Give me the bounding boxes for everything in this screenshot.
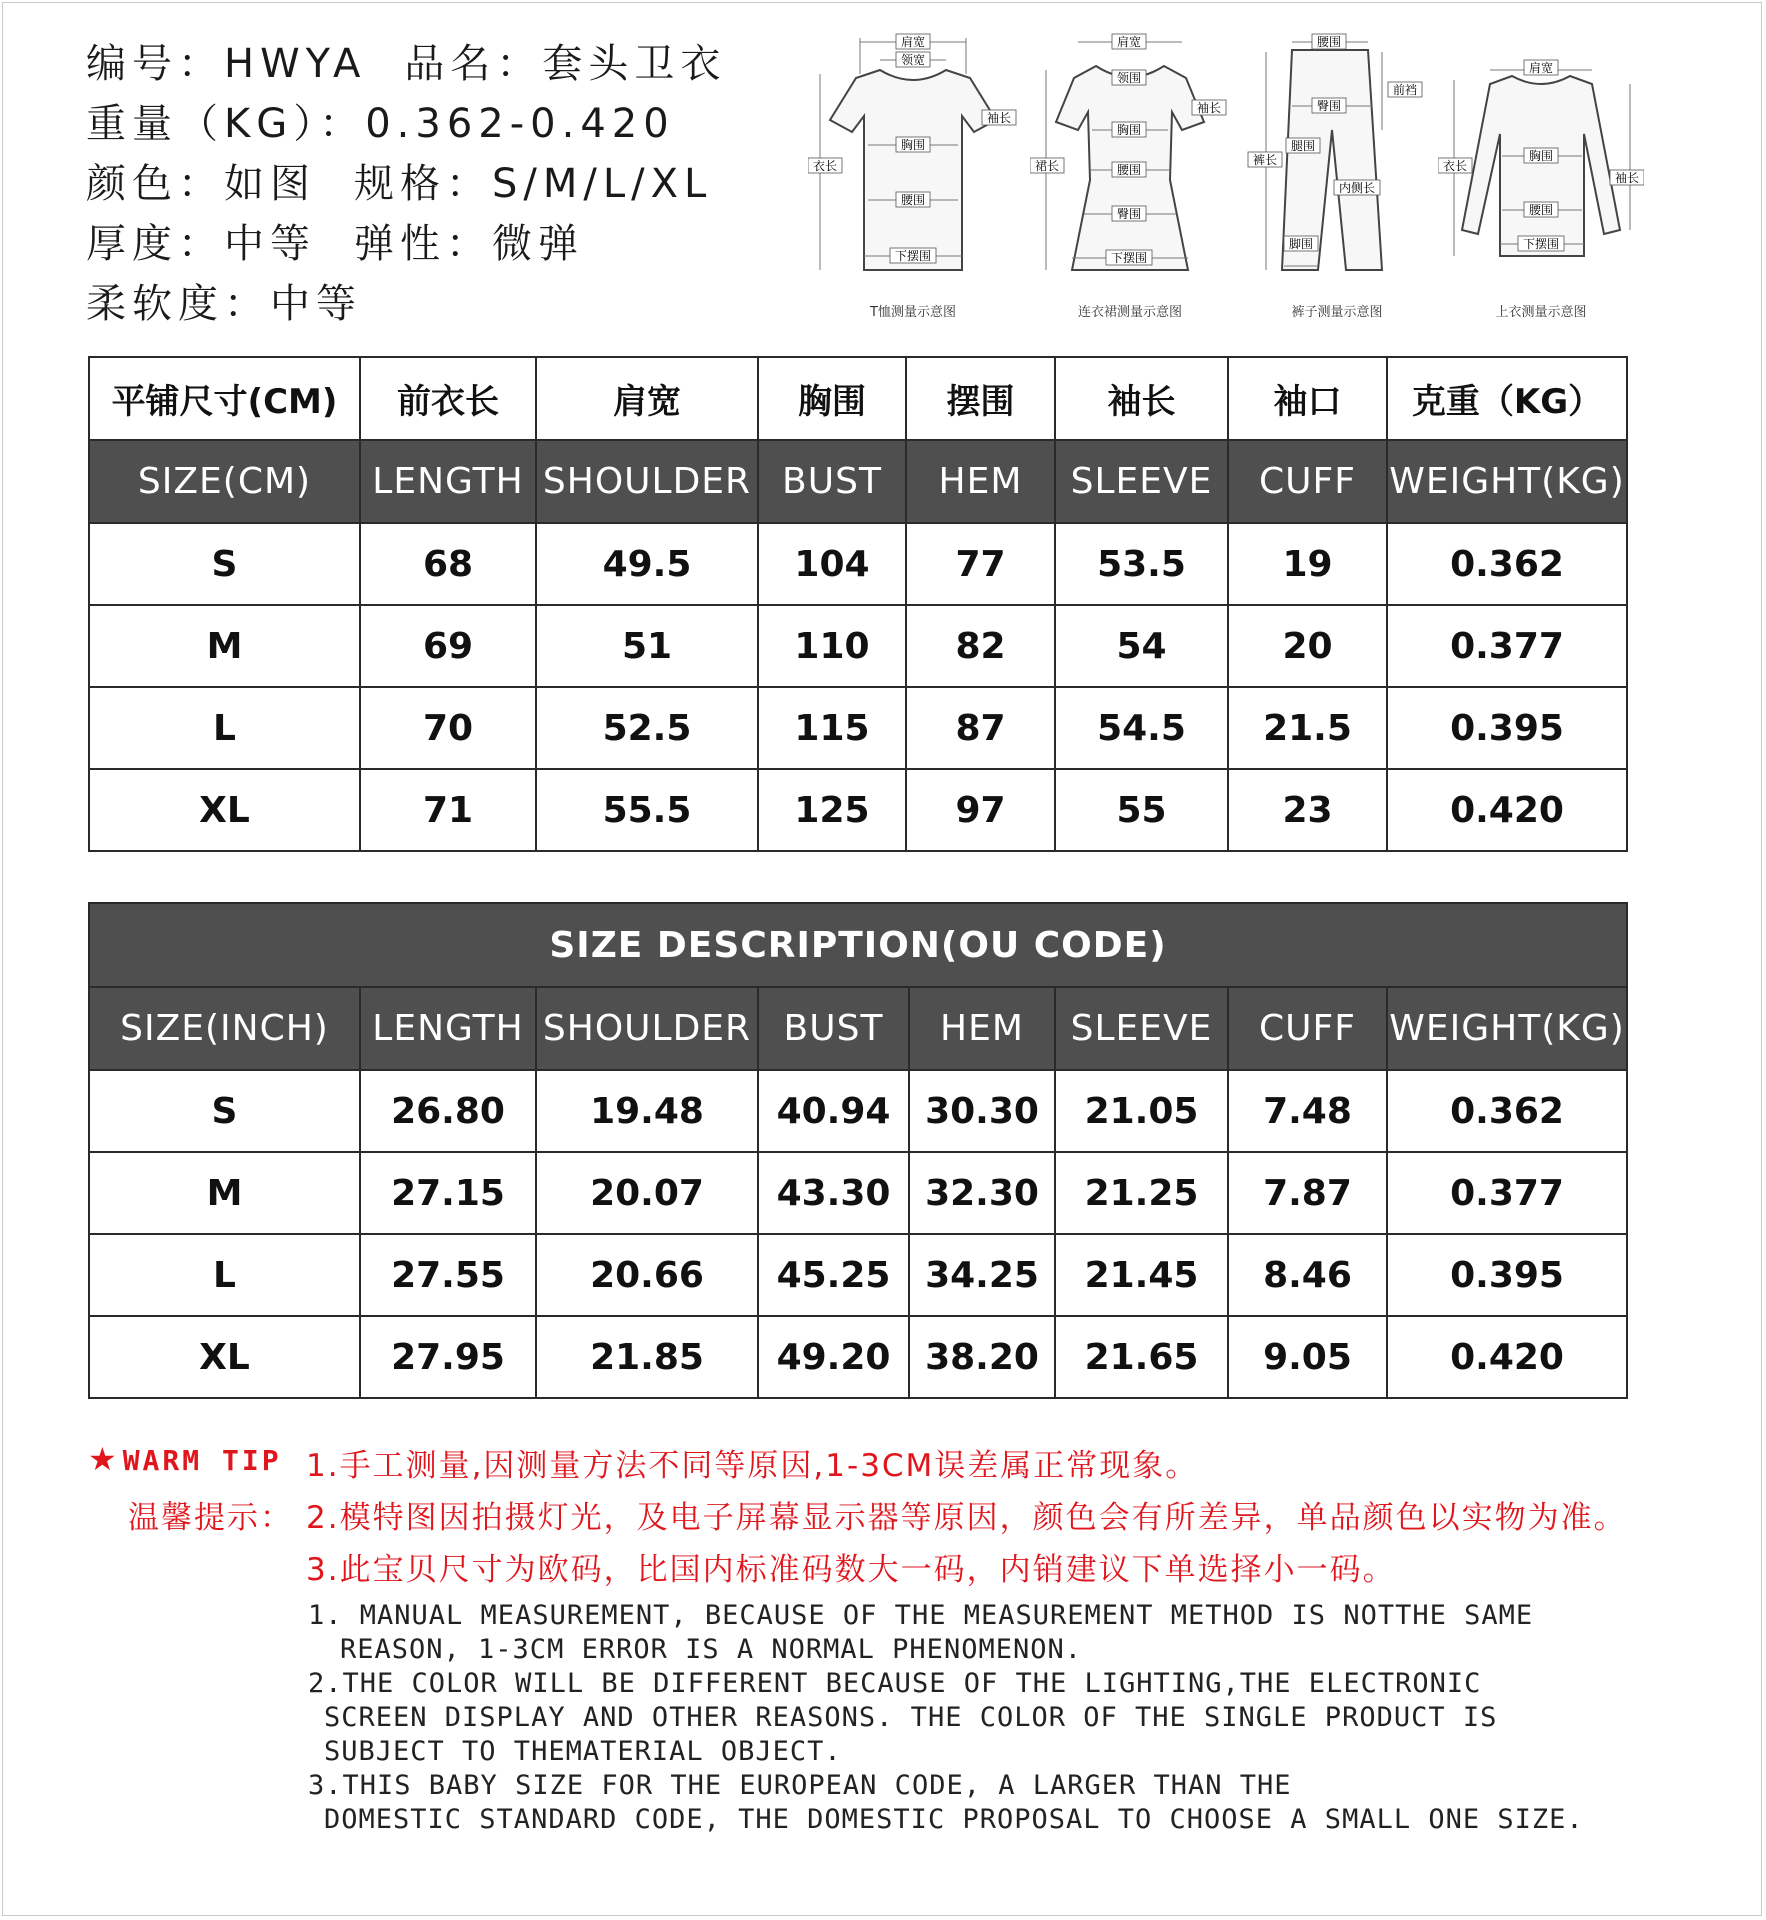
tip-en-1b: REASON, 1-3CM ERROR IS A NORMAL PHENOMENON. [340,1634,1082,1665]
tshirt-caption: T恤测量示意图 [870,305,956,320]
dress-caption: 连衣裙测量示意图 [1077,305,1182,320]
pants-label-length: 裤长 [1252,153,1278,167]
product-sizes: 规格：S/M/L/XL [354,161,713,207]
product-thickness: 厚度：中等 [86,221,316,267]
tshirt-label-bust: 胸围 [900,138,926,152]
table-cell: 20.66 [536,1234,758,1316]
shirt-label-hem: 下摆围 [1522,237,1560,251]
spec-line-2 [86,94,726,154]
table-cell: 45.25 [758,1234,909,1316]
pants-diagram [1242,30,1432,322]
table-cell: 23 [1228,769,1387,851]
dress-label-sleeve: 袖长 [1196,101,1222,115]
table-cell: 110 [758,605,906,687]
table-row [89,605,1627,687]
table-cell: 115 [758,687,906,769]
dress-label-bust: 胸围 [1116,123,1142,137]
pants-label-rise: 前裆 [1392,83,1418,97]
header-cell: 前衣长 [360,357,536,440]
pants-label-ankle: 脚围 [1288,237,1314,251]
tshirt-diagram [808,30,1018,322]
table-cell: 54.5 [1055,687,1228,769]
table-row [89,1234,1627,1316]
table-cell: 87 [906,687,1055,769]
shirt-caption: 上衣测量示意图 [1495,305,1587,320]
table-cell: 30.30 [909,1070,1055,1152]
table-cell: 7.48 [1228,1070,1387,1152]
table-cell: 38.20 [909,1316,1055,1398]
header-cell: SLEEVE [1055,440,1228,523]
tip-cn-3: 3.此宝贝尺寸为欧码，比国内标准码数大一码，内销建议下单选择小一码。 [306,1552,1396,1588]
table-cell: 71 [360,769,536,851]
table-row [89,687,1627,769]
size-cell: S [89,1070,360,1152]
tshirt-label-sleeve: 袖长 [986,111,1012,125]
table-cell: 0.377 [1387,1152,1627,1234]
header-cell: 肩宽 [536,357,758,440]
table-row [89,769,1627,851]
product-name: 品名：套头卫衣 [404,41,727,87]
table-cell: 54 [1055,605,1228,687]
pants-label-thigh: 腿围 [1290,139,1316,153]
header-cell: SIZE(INCH) [89,987,360,1070]
table-cell: 32.30 [909,1152,1055,1234]
table-cell: 49.5 [536,523,758,605]
product-elasticity: 弹性：微弹 [354,221,584,267]
header-cell: BUST [758,440,906,523]
table-cell: 21.05 [1055,1070,1228,1152]
table-cell: 19.48 [536,1070,758,1152]
table-cell: 70 [360,687,536,769]
header-cell: CUFF [1228,987,1387,1070]
tip-en-3a: 3.THIS BABY SIZE FOR THE EUROPEAN CODE, A LARGER THAN THE [308,1770,1292,1801]
pants-caption: 裤子测量示意图 [1291,305,1383,320]
size-cell: XL [89,1316,360,1398]
warm-tip-label-cn: 温馨提示： [128,1500,293,1536]
warm-tip-label-row [88,1440,282,1478]
measurement-diagrams [808,30,1644,322]
table-cell: 27.15 [360,1152,536,1234]
header-cell: CUFF [1228,440,1387,523]
warm-tip-label: WARM TIP [122,1444,282,1477]
table-cell: 125 [758,769,906,851]
pants-label-hip: 臀围 [1316,99,1342,113]
table-cm-zh-header-row [89,357,1627,440]
tip-en-2c: SUBJECT TO THEMATERIAL OBJECT. [324,1736,842,1767]
table-cell: 21.45 [1055,1234,1228,1316]
header-cell: BUST [758,987,909,1070]
table-row [89,523,1627,605]
table-cell: 0.395 [1387,687,1627,769]
dress-diagram [1030,30,1230,322]
tip-cn-2: 2.模特图因拍摄灯光，及电子屏幕显示器等原因，颜色会有所差异，单品颜色以实物为准。 [306,1500,1627,1536]
table-cell: 55 [1055,769,1228,851]
size-cell: XL [89,769,360,851]
shirt-label-length: 衣长 [1442,159,1468,173]
header-cell: 平铺尺寸(CM) [89,357,360,440]
dress-label-hip: 臀围 [1116,207,1142,221]
pants-label-inseam: 内侧长 [1338,181,1376,195]
tshirt-diagram-graphic [808,30,1018,292]
table-cell: 82 [906,605,1055,687]
table-cell: 27.95 [360,1316,536,1398]
size-cell: S [89,523,360,605]
header-cell: SIZE(CM) [89,440,360,523]
table-cell: 53.5 [1055,523,1228,605]
table-cell: 27.55 [360,1234,536,1316]
spec-line-4 [86,214,726,274]
table-cell: 69 [360,605,536,687]
table-inch-header-row [89,987,1627,1070]
dress-label-shoulder: 肩宽 [1116,35,1142,49]
table-cell: 20 [1228,605,1387,687]
tshirt-label-shoulder: 肩宽 [900,35,926,49]
dress-label-collar: 领围 [1116,71,1142,85]
header-cell: WEIGHT(KG) [1387,440,1627,523]
dress-label-length: 裙长 [1034,159,1060,173]
tip-en-3b: DOMESTIC STANDARD CODE, THE DOMESTIC PROPOSAL TO CHOOSE A SMALL ONE SIZE. [324,1804,1584,1835]
shirt-label-sleeve: 袖长 [1614,171,1640,185]
table-cell: 0.362 [1387,523,1627,605]
header-cell: 克重（KG） [1387,357,1627,440]
dress-label-waist: 腰围 [1116,163,1142,177]
dress-diagram-graphic [1030,30,1230,292]
table-cell: 77 [906,523,1055,605]
table-cell: 21.85 [536,1316,758,1398]
pants-label-waist: 腰围 [1316,35,1342,49]
table-cell: 52.5 [536,687,758,769]
header-cell: 袖口 [1228,357,1387,440]
table-cell: 68 [360,523,536,605]
tip-cn-1: 1.手工测量,因测量方法不同等原因,1-3CM误差属正常现象。 [306,1448,1199,1484]
tip-en-2b: SCREEN DISPLAY AND OTHER REASONS. THE COLOR OF THE SINGLE PRODUCT IS [324,1702,1498,1733]
tshirt-label-waist: 腰围 [900,193,926,207]
table-cell: 21.25 [1055,1152,1228,1234]
header-cell: 袖长 [1055,357,1228,440]
tshirt-label-length: 衣长 [812,159,838,173]
size-cell: L [89,1234,360,1316]
pants-diagram-graphic [1242,30,1432,292]
shirt-diagram [1438,30,1644,322]
spec-line-3 [86,154,726,214]
tshirt-label-hem: 下摆围 [894,249,932,263]
header-cell: SHOULDER [536,987,758,1070]
header-cell: SLEEVE [1055,987,1228,1070]
header-cell: HEM [906,440,1055,523]
size-table-inch [88,902,1628,1399]
table-cell: 43.30 [758,1152,909,1234]
star-icon: ★ [88,1440,117,1478]
header-cell: 胸围 [758,357,906,440]
table-cell: 97 [906,769,1055,851]
tip-en-2a: 2.THE COLOR WILL BE DIFFERENT BECAUSE OF THE LIGHTING,THE ELECTRONIC [308,1668,1482,1699]
table-cm-en-header-row [89,440,1627,523]
header-cell: SHOULDER [536,440,758,523]
header-cell: 摆围 [906,357,1055,440]
table-cell: 49.20 [758,1316,909,1398]
size-cell: M [89,605,360,687]
spec-line-1 [86,34,726,94]
header-cell: LENGTH [360,987,536,1070]
size-cell: M [89,1152,360,1234]
table-cell: 0.395 [1387,1234,1627,1316]
product-color: 颜色：如图 [86,161,316,207]
table-cell: 0.362 [1387,1070,1627,1152]
shirt-diagram-graphic [1438,30,1644,292]
table-cell: 21.65 [1055,1316,1228,1398]
size-description-banner: SIZE DESCRIPTION(OU CODE) [89,903,1627,987]
spec-line-5 [86,274,726,334]
table-row [89,1070,1627,1152]
dress-label-hem: 下摆围 [1110,251,1148,265]
size-table-cm [88,356,1628,852]
product-code: 编号：HWYA [86,41,367,87]
table-cell: 0.420 [1387,769,1627,851]
table-cell: 26.80 [360,1070,536,1152]
table-cell: 21.5 [1228,687,1387,769]
header-cell: HEM [909,987,1055,1070]
shirt-label-bust: 胸围 [1528,149,1554,163]
table-cell: 55.5 [536,769,758,851]
table-row [89,1316,1627,1398]
shirt-label-shoulder: 肩宽 [1528,61,1554,75]
table-cell: 51 [536,605,758,687]
table-cell: 0.377 [1387,605,1627,687]
product-weight: 重量（KG）：0.362-0.420 [86,101,675,147]
shirt-label-waist: 腰围 [1528,203,1554,217]
table-cell: 7.87 [1228,1152,1387,1234]
product-softness: 柔软度：中等 [86,281,362,327]
table-cell: 40.94 [758,1070,909,1152]
table-cell: 8.46 [1228,1234,1387,1316]
size-cell: L [89,687,360,769]
table-inch-banner-row [89,903,1627,987]
table-cell: 9.05 [1228,1316,1387,1398]
product-spec [86,34,726,334]
tip-en-1a: 1. MANUAL MEASUREMENT, BECAUSE OF THE MEASUREMENT METHOD IS NOTTHE SAME [308,1600,1534,1631]
table-cell: 20.07 [536,1152,758,1234]
table-cell: 19 [1228,523,1387,605]
header-cell: WEIGHT(KG) [1387,987,1627,1070]
table-row [89,1152,1627,1234]
tshirt-label-collar: 领宽 [900,53,926,67]
header-cell: LENGTH [360,440,536,523]
table-cell: 34.25 [909,1234,1055,1316]
table-cell: 0.420 [1387,1316,1627,1398]
table-cell: 104 [758,523,906,605]
